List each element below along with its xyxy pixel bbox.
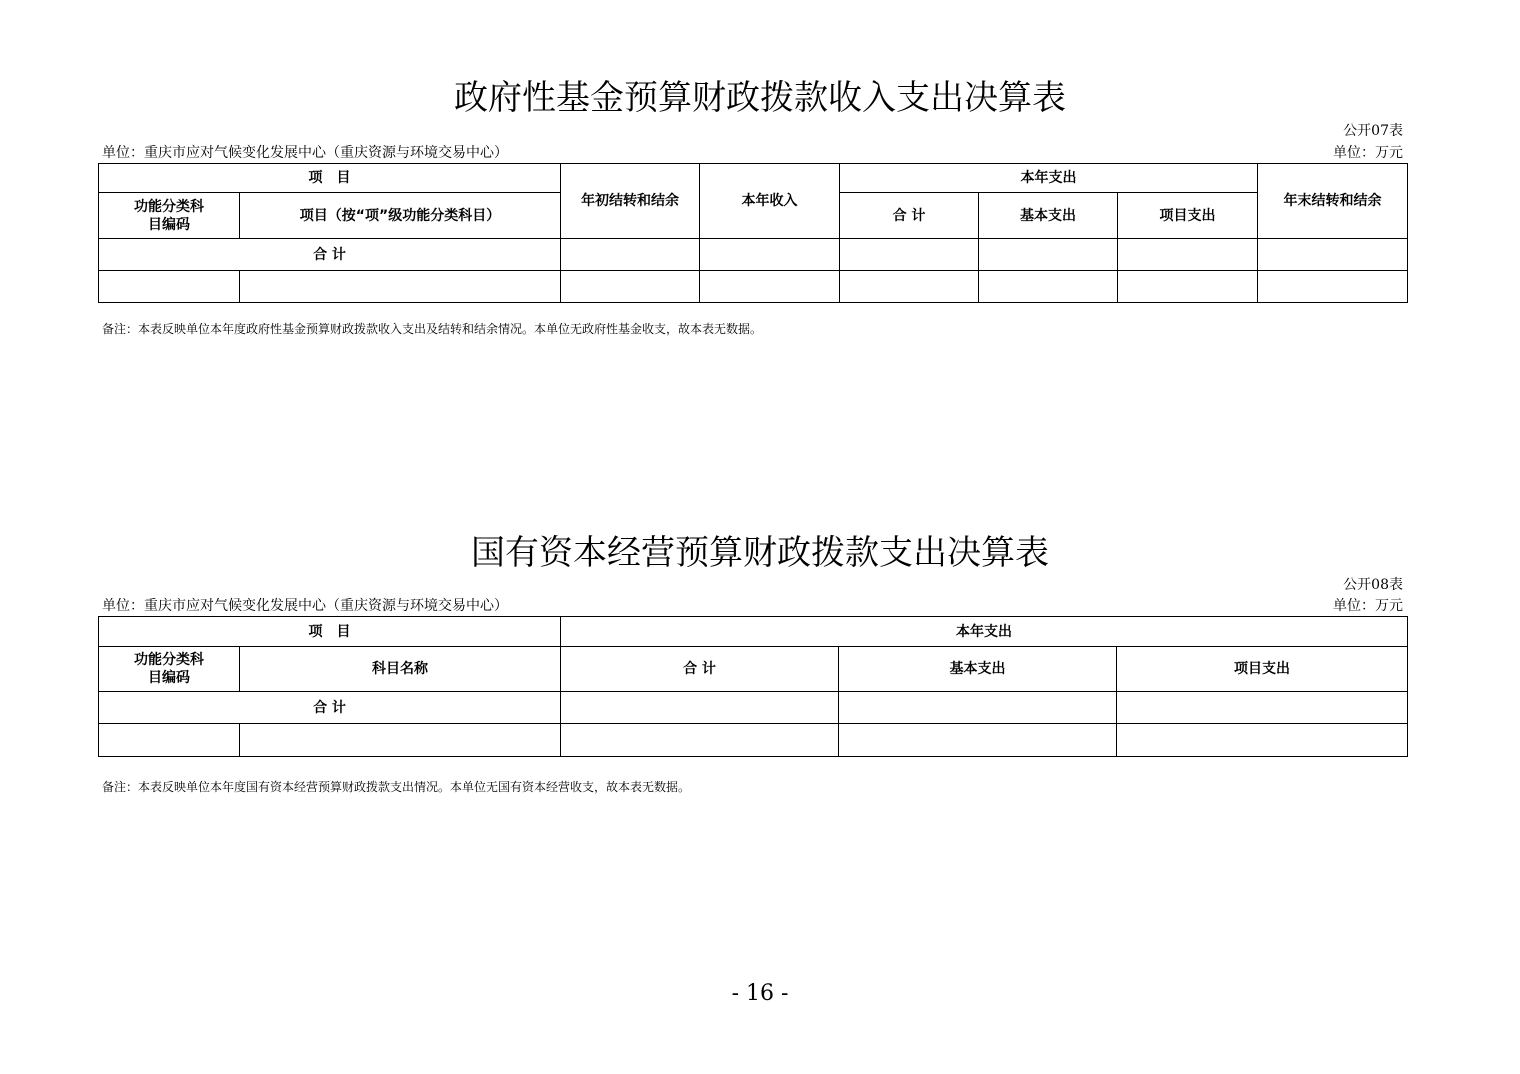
table07-header-income: 本年收入 (700, 164, 840, 239)
table-cell (561, 271, 700, 303)
table08-header-expense-group: 本年支出 (561, 617, 1408, 647)
table-cell (979, 271, 1118, 303)
table07-header-closing-balance: 年末结转和结余 (1258, 164, 1408, 239)
table07-header-opening-balance: 年初结转和结余 (561, 164, 700, 239)
table-cell (700, 239, 840, 271)
page-number: - 16 - (731, 981, 789, 1006)
table-cell (99, 724, 240, 757)
table07-header-name: 项目（按“项”级功能分类科目） (240, 193, 561, 239)
table-cell (840, 271, 979, 303)
table08-total-row (99, 692, 1408, 724)
table07-money-unit: 单位：万元 (1333, 145, 1403, 161)
table-cell (1258, 271, 1408, 303)
table-cell (240, 724, 561, 757)
table08-note: 备注：本表反映单位本年度国有资本经营预算财政拨款支出情况。本单位无国有资本经营收支，故本表无数据。 (102, 780, 691, 794)
table08-header-project: 项目支出 (1117, 647, 1408, 692)
table-cell (839, 692, 1117, 724)
table07-total-row (99, 239, 1408, 271)
table-cell (1117, 692, 1408, 724)
table07-header-project: 项目支出 (1118, 193, 1258, 239)
table-cell (1117, 724, 1408, 757)
table-cell (240, 271, 561, 303)
table08-money-unit: 单位：万元 (1333, 598, 1403, 614)
table-cell (561, 692, 839, 724)
table08-header-total: 合 计 (561, 647, 839, 692)
table-cell (979, 239, 1118, 271)
table07-header-total: 合 计 (840, 193, 979, 239)
table07-header-expense-group: 本年支出 (840, 164, 1258, 193)
table08-header-basic: 基本支出 (839, 647, 1117, 692)
table07-header-basic: 基本支出 (979, 193, 1118, 239)
table08-unit-label: 单位：重庆市应对气候变化发展中心（重庆资源与环境交易中心） (102, 598, 508, 614)
table08-header-name: 科目名称 (240, 647, 561, 692)
table07-unit-label: 单位：重庆市应对气候变化发展中心（重庆资源与环境交易中心） (102, 145, 508, 161)
table-cell (561, 239, 700, 271)
table-cell (700, 271, 840, 303)
table08-header-item: 项 目 (99, 617, 561, 647)
table08 (98, 616, 1408, 757)
table08-header-code: 功能分类科目编码 (99, 647, 240, 692)
table07-form-number: 公开07表 (1343, 123, 1403, 139)
table08-empty-row (99, 724, 1408, 757)
table07-note: 备注：本表反映单位本年度政府性基金预算财政拨款收入支出及结转和结余情况。本单位无政府性基金收支，故本表无数据。 (102, 322, 763, 336)
table08-form-number: 公开08表 (1343, 577, 1403, 593)
table-cell (99, 271, 240, 303)
table07-empty-row (99, 271, 1408, 303)
table07-total-label: 合 计 (99, 239, 561, 271)
table-cell (1258, 239, 1408, 271)
table-cell (839, 724, 1117, 757)
table07-header-code: 功能分类科目编码 (99, 193, 240, 239)
table08-total-label: 合 计 (99, 692, 561, 724)
table08-title: 国有资本经营预算财政拨款支出决算表 (471, 533, 1049, 573)
table07-header-item: 项 目 (99, 164, 561, 193)
table-cell (561, 724, 839, 757)
table07 (98, 163, 1408, 303)
table-cell (1118, 239, 1258, 271)
table07-title: 政府性基金预算财政拨款收入支出决算表 (454, 78, 1066, 118)
table-cell (840, 239, 979, 271)
table-cell (1118, 271, 1258, 303)
